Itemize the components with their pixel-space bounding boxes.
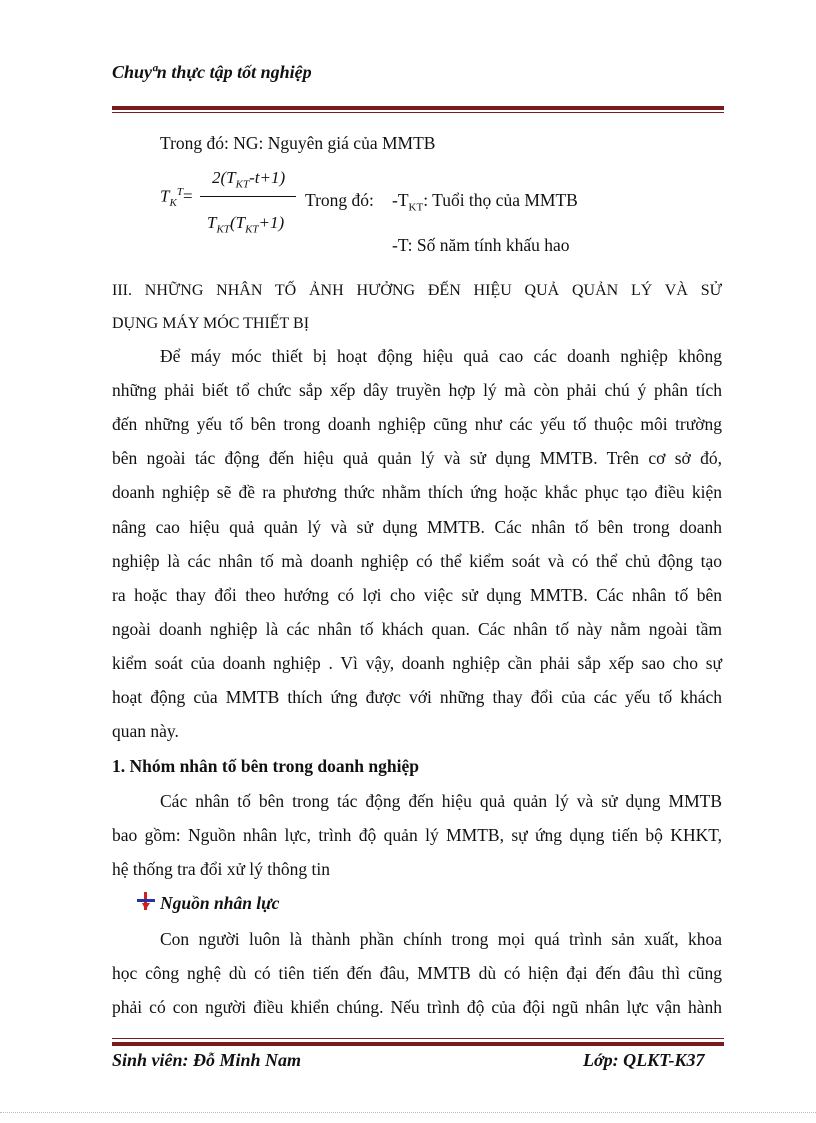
paragraph-line: phải có con người điều khiển chúng. Nếu trình độ của đội ngũ nhân lực vận hành [112, 997, 722, 1017]
paragraph-line: bên ngoài tác động đến hiệu quả quản lý và sử dụng MMTB. Trên cơ sở đó, [112, 448, 722, 468]
formula-intro: Trong đó: NG: Nguyên giá của MMTB [160, 133, 436, 153]
group-heading: 1. Nhóm nhân tố bên trong doanh nghiệp [112, 756, 419, 776]
formula-denominator: $T_{KT}(T_{KT}+1)$ [207, 213, 285, 236]
footer-student: Sinh viên: Đỗ Minh Nam [112, 1050, 302, 1070]
paragraph-line: Các nhân tố bên trong tác động đến hiệu quả quản lý và sử dụng MMTB [160, 791, 722, 811]
subsection-heading: Nguồn nhân lực [160, 893, 280, 913]
formula-def-2: -T: Số năm tính khấu hao [392, 235, 570, 255]
paragraph-line: ngoài doanh nghiệp là các nhân tố khách quan. Các nhân tố này nằm ngoài tầm [112, 619, 722, 639]
header-rule-thin [112, 112, 724, 113]
formula-def-1: $-T_{KT}$: Tuổi thọ của MMTB [392, 190, 578, 214]
section-heading-line-1: III. NHỮNG NHÂN TỐ ẢNH HƯỞNG ĐẾN HIỆU QUẢ QUẢN LÝ VÀ SỬ [112, 282, 722, 299]
paragraph-line: bao gồm: Nguồn nhân lực, trình độ quản lý MMTB, sự ứng dụng tiến bộ KHKT, [112, 825, 722, 845]
header-rule-thick [112, 106, 724, 110]
paragraph-line: Con người luôn là thành phần chính trong mọi quá trình sản xuất, khoa [160, 929, 722, 949]
page-edge-divider [0, 1112, 816, 1113]
paragraph-line: nâng cao hiệu quả quản lý và sử dụng MMTB. Các nhân tố bên trong doanh [112, 517, 722, 537]
section-heading-line-2: DỤNG MÁY MÓC THIẾT BỊ [112, 315, 310, 332]
formula-where: Trong đó: [305, 190, 374, 210]
paragraph-line: kiểm soát của doanh nghiệp . Vì vậy, doanh nghiệp cần phải sắp xếp sao cho sự [112, 653, 722, 673]
paragraph-line: hệ thống tra đổi xử lý thông tin [112, 859, 331, 879]
paragraph-line: đến những yếu tố bên trong doanh nghiệp cũng như các yếu tố thuộc môi trường [112, 414, 722, 434]
footer-rule-thick [112, 1042, 724, 1046]
footer-class: Lớp: QLKT-K37 [583, 1050, 705, 1070]
page-header-title: Chuyªn thực tập tốt nghiệp [112, 62, 312, 82]
paragraph-line: học công nghệ dù có tiên tiến đến đâu, MMTB dù có hiện đại đến đâu thì cũng [112, 963, 722, 983]
paragraph-line: hoạt động của MMTB thích ứng được với những thay đổi của các yếu tố khách [112, 687, 722, 707]
paragraph-line: doanh nghiệp sẽ đề ra phương thức nhằm thích ứng hoặc khắc phục tạo điều kiện [112, 482, 722, 502]
paragraph-line: ra hoặc thay đổi theo hướng có lợi cho việc sử dụng MMTB. Các nhân tố bên [112, 585, 722, 605]
footer-rule-thin [112, 1038, 724, 1039]
formula-lhs: $T_K^T=$ [160, 186, 193, 210]
paragraph-line: quan này. [112, 721, 179, 741]
formula-numerator: $2(T_{KT}-t+1)$ [212, 168, 286, 191]
paragraph-line: nghiệp là các nhân tố mà doanh nghiệp có thể kiểm soát và có thể chủ động tạo [112, 551, 722, 571]
fraction-bar [200, 196, 296, 197]
paragraph-line: Để máy móc thiết bị hoạt động hiệu quả cao các doanh nghiệp không [160, 346, 722, 366]
pin-bullet-icon [136, 891, 156, 911]
paragraph-line: những phải biết tổ chức sắp xếp dây truyền hợp lý mà còn phải chú ý phân tích [112, 380, 722, 400]
